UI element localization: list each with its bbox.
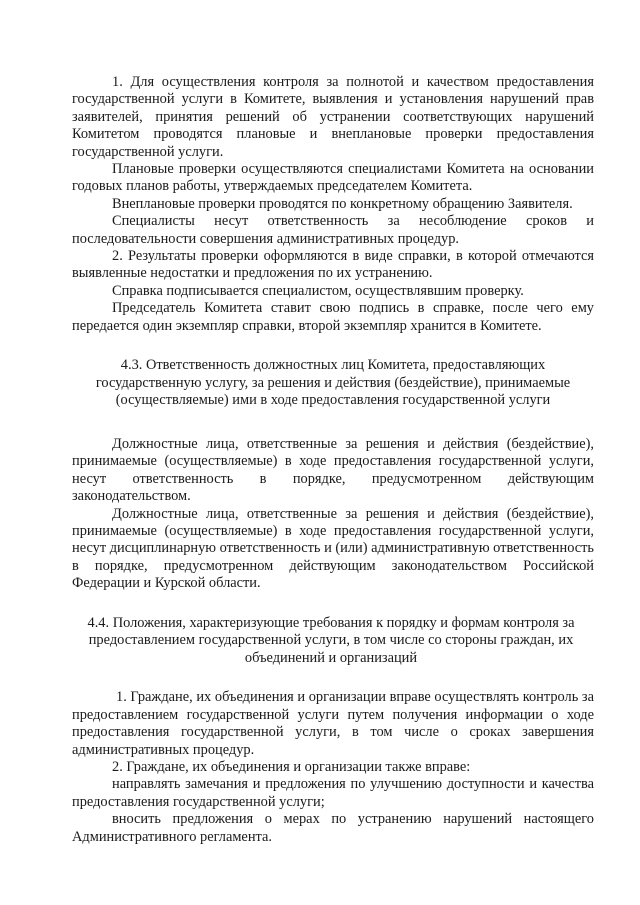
paragraph: Плановые проверки осуществляются специалистами Комитета на основании годовых планов работы, утверждаемых председателем Комитета.	[72, 161, 594, 195]
section-4-4	[72, 615, 594, 846]
paragraph: Должностные лица, ответственные за решения и действия (бездействие), принимаемые (осуществляемые) в ходе предоставления государственной услуги, несут ответственность в порядке, предусмотренном действующим законодательством.	[72, 435, 594, 505]
paragraph: 2. Результаты проверки оформляются в виде справки, в которой отмечаются выявленные недостатки и предложения по их устранению.	[72, 248, 594, 282]
paragraph: Справка подписывается специалистом, осуществлявшим проверку.	[112, 282, 524, 299]
paragraph: направлять замечания и предложения по улучшению доступности и качества предоставления государственной услуги;	[72, 776, 594, 810]
section-4-3	[72, 357, 594, 592]
paragraph: Специалисты несут ответственность за несоблюдение сроков и последовательности совершения административных процедур.	[72, 213, 594, 247]
paragraph: вносить предложения о мерах по устранению нарушений настоящего Административного регламента.	[72, 811, 594, 845]
paragraph: Внеплановые проверки проводятся по конкретному обращению Заявителя.	[112, 195, 573, 212]
paragraph: Должностные лица, ответственные за решения и действия (бездействие), принимаемые (осуществляемые) в ходе предоставления государственной услуги, несут дисциплинарную ответственность и (или) административную ответственность в порядке, предусмотренном действующим законодательством Российской Федерации и Курской области.	[72, 505, 594, 592]
paragraph: Председатель Комитета ставит свою подпись в справке, после чего ему передается один экземпляр справки, второй экземпляр хранится в Комитете.	[72, 300, 594, 334]
paragraph: 1. Граждане, их объединения и организации вправе осуществлять контроль за предоставлением государственной услуги путем получения информации о ходе предоставления государственной услуги, в том числе о сроках завершения административных процедур.	[72, 689, 594, 758]
paragraph: 1. Для осуществления контроля за полнотой и качеством предоставления государственной услуги в Комитете, выявления и установления нарушений прав заявителей, принятия решений об устранении соответствующих нарушений Комитетом проводятся плановые и внеплановые проверки предоставления государственной услуги.	[72, 74, 594, 160]
section-heading: 4.4. Положения, характеризующие требования к порядку и формам контроля за предоставлением государственной услуги, в том числе со стороны граждан, их объединений и организаций	[87, 614, 575, 666]
section-4-2-body	[72, 74, 594, 335]
section-heading: 4.3. Ответственность должностных лиц Комитета, предоставляющих государственную услугу, за решения и действия (бездействие), принимаемые (осуществляемые) ими в ходе предоставления государственной услуги	[95, 357, 571, 409]
paragraph: 2. Граждане, их объединения и организации также вправе:	[112, 758, 471, 775]
